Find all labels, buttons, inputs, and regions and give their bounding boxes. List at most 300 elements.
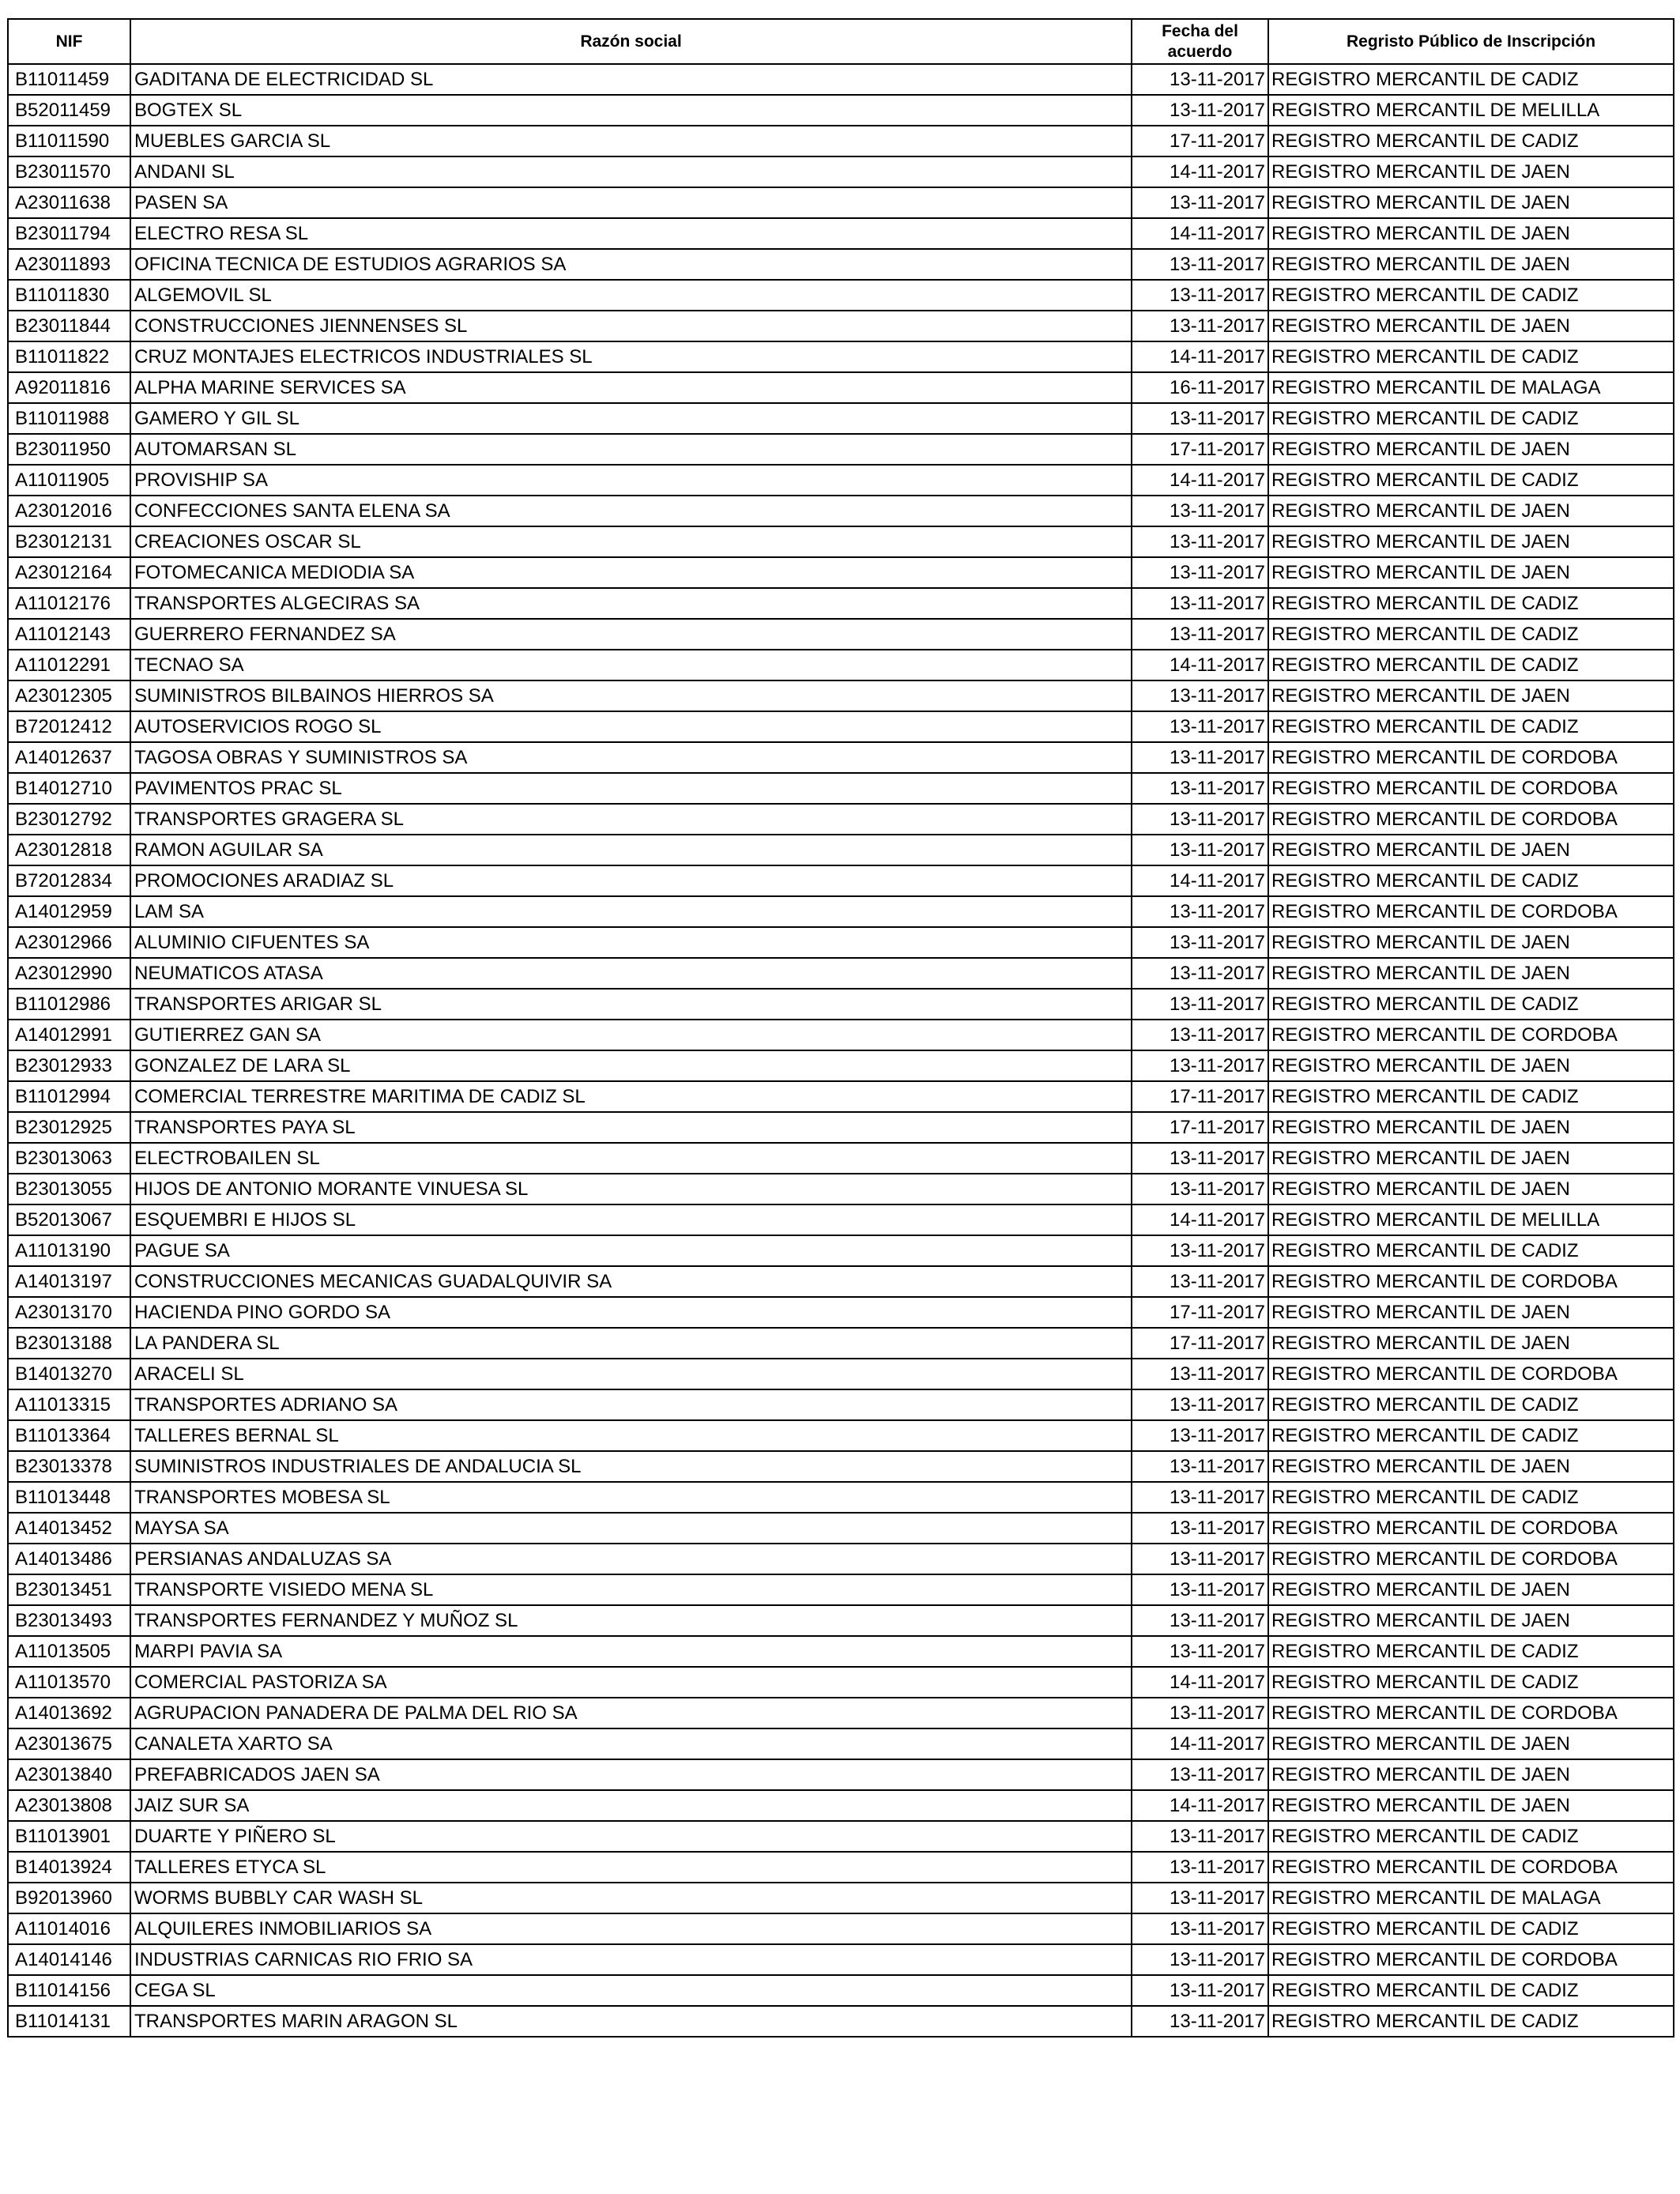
cell-razon-social: CONSTRUCCIONES MECANICAS GUADALQUIVIR SA: [130, 1266, 1132, 1297]
cell-registro: REGISTRO MERCANTIL DE CADIZ: [1268, 1821, 1674, 1852]
table-row: [8, 465, 1674, 496]
cell-registro: REGISTRO MERCANTIL DE JAEN: [1268, 680, 1674, 711]
cell-nif: A11014016: [8, 1913, 130, 1944]
cell-razon-social: ALQUILERES INMOBILIARIOS SA: [130, 1913, 1132, 1944]
cell-registro: REGISTRO MERCANTIL DE CADIZ: [1268, 1420, 1674, 1451]
cell-nif: B11012994: [8, 1081, 130, 1112]
cell-registro: REGISTRO MERCANTIL DE CADIZ: [1268, 403, 1674, 434]
cell-razon-social: TRANSPORTE VISIEDO MENA SL: [130, 1574, 1132, 1605]
table-row: [8, 742, 1674, 773]
cell-razon-social: CONSTRUCCIONES JIENNENSES SL: [130, 311, 1132, 341]
cell-razon-social: CEGA SL: [130, 1975, 1132, 2006]
cell-registro: REGISTRO MERCANTIL DE CORDOBA: [1268, 1359, 1674, 1389]
cell-razon-social: TRANSPORTES ARIGAR SL: [130, 989, 1132, 1020]
cell-fecha-acuerdo: 13-11-2017: [1132, 1050, 1268, 1081]
cell-fecha-acuerdo: 13-11-2017: [1132, 896, 1268, 927]
cell-razon-social: FOTOMECANICA MEDIODIA SA: [130, 557, 1132, 588]
cell-razon-social: SUMINISTROS BILBAINOS HIERROS SA: [130, 680, 1132, 711]
cell-razon-social: ESQUEMBRI E HIJOS SL: [130, 1204, 1132, 1235]
header-fecha-line2: acuerdo: [1167, 42, 1233, 61]
cell-registro: REGISTRO MERCANTIL DE MELILLA: [1268, 1204, 1674, 1235]
table-row: [8, 711, 1674, 742]
cell-fecha-acuerdo: 13-11-2017: [1132, 1605, 1268, 1636]
cell-razon-social: TAGOSA OBRAS Y SUMINISTROS SA: [130, 742, 1132, 773]
cell-fecha-acuerdo: 13-11-2017: [1132, 1235, 1268, 1266]
cell-fecha-acuerdo: 13-11-2017: [1132, 958, 1268, 989]
cell-registro: REGISTRO MERCANTIL DE JAEN: [1268, 1728, 1674, 1759]
cell-nif: A11012291: [8, 650, 130, 680]
table-row: [8, 1728, 1674, 1759]
cell-fecha-acuerdo: 13-11-2017: [1132, 1759, 1268, 1790]
cell-razon-social: COMERCIAL TERRESTRE MARITIMA DE CADIZ SL: [130, 1081, 1132, 1112]
cell-nif: B23012925: [8, 1112, 130, 1143]
table-header: [8, 19, 1674, 64]
cell-registro: REGISTRO MERCANTIL DE CADIZ: [1268, 341, 1674, 372]
cell-nif: B23013055: [8, 1174, 130, 1204]
cell-fecha-acuerdo: 13-11-2017: [1132, 1359, 1268, 1389]
cell-fecha-acuerdo: 13-11-2017: [1132, 927, 1268, 958]
table-row: [8, 1112, 1674, 1143]
cell-nif: B23013188: [8, 1328, 130, 1359]
table-row: [8, 1790, 1674, 1821]
cell-registro: REGISTRO MERCANTIL DE CORDOBA: [1268, 1266, 1674, 1297]
table-row: [8, 311, 1674, 341]
cell-razon-social: HIJOS DE ANTONIO MORANTE VINUESA SL: [130, 1174, 1132, 1204]
table-row: [8, 156, 1674, 187]
cell-registro: REGISTRO MERCANTIL DE JAEN: [1268, 1574, 1674, 1605]
table-row: [8, 1636, 1674, 1667]
cell-nif: B23012933: [8, 1050, 130, 1081]
cell-nif: A23013840: [8, 1759, 130, 1790]
table-row: [8, 1667, 1674, 1698]
cell-registro: REGISTRO MERCANTIL DE JAEN: [1268, 496, 1674, 526]
cell-razon-social: GADITANA DE ELECTRICIDAD SL: [130, 64, 1132, 95]
table-row: [8, 619, 1674, 650]
table-row: [8, 64, 1674, 95]
cell-razon-social: GUERRERO FERNANDEZ SA: [130, 619, 1132, 650]
cell-nif: A14013692: [8, 1698, 130, 1728]
table-row: [8, 280, 1674, 311]
cell-razon-social: PAVIMENTOS PRAC SL: [130, 773, 1132, 804]
cell-registro: REGISTRO MERCANTIL DE CADIZ: [1268, 126, 1674, 156]
table-body: [8, 64, 1674, 2037]
cell-nif: B52011459: [8, 95, 130, 126]
table-row: [8, 835, 1674, 865]
cell-razon-social: CONFECCIONES SANTA ELENA SA: [130, 496, 1132, 526]
cell-fecha-acuerdo: 14-11-2017: [1132, 465, 1268, 496]
cell-razon-social: PROVISHIP SA: [130, 465, 1132, 496]
table-row: [8, 1451, 1674, 1482]
table-row: [8, 927, 1674, 958]
header-fecha-line1: Fecha del: [1162, 21, 1238, 40]
cell-registro: REGISTRO MERCANTIL DE JAEN: [1268, 1605, 1674, 1636]
cell-fecha-acuerdo: 13-11-2017: [1132, 804, 1268, 835]
cell-nif: B23013063: [8, 1143, 130, 1174]
cell-registro: REGISTRO MERCANTIL DE JAEN: [1268, 1174, 1674, 1204]
cell-nif: A23012016: [8, 496, 130, 526]
cell-razon-social: MUEBLES GARCIA SL: [130, 126, 1132, 156]
cell-razon-social: PERSIANAS ANDALUZAS SA: [130, 1544, 1132, 1574]
table-row: [8, 1944, 1674, 1975]
table-row: [8, 1913, 1674, 1944]
cell-fecha-acuerdo: 16-11-2017: [1132, 372, 1268, 403]
cell-fecha-acuerdo: 13-11-2017: [1132, 1482, 1268, 1513]
cell-fecha-acuerdo: 13-11-2017: [1132, 742, 1268, 773]
table-row: [8, 1605, 1674, 1636]
cell-nif: B11012986: [8, 989, 130, 1020]
cell-nif: B11011822: [8, 341, 130, 372]
header-row: [8, 19, 1674, 64]
cell-fecha-acuerdo: 13-11-2017: [1132, 403, 1268, 434]
cell-nif: B23011844: [8, 311, 130, 341]
cell-fecha-acuerdo: 17-11-2017: [1132, 1297, 1268, 1328]
cell-fecha-acuerdo: 14-11-2017: [1132, 1204, 1268, 1235]
cell-razon-social: GAMERO Y GIL SL: [130, 403, 1132, 434]
cell-razon-social: AUTOMARSAN SL: [130, 434, 1132, 465]
cell-fecha-acuerdo: 14-11-2017: [1132, 650, 1268, 680]
cell-razon-social: ELECTRO RESA SL: [130, 218, 1132, 249]
cell-registro: REGISTRO MERCANTIL DE CADIZ: [1268, 465, 1674, 496]
table-row: [8, 341, 1674, 372]
cell-nif: B14012710: [8, 773, 130, 804]
table-row: [8, 1698, 1674, 1728]
cell-nif: A11013190: [8, 1235, 130, 1266]
cell-razon-social: WORMS BUBBLY CAR WASH SL: [130, 1883, 1132, 1913]
cell-nif: B92013960: [8, 1883, 130, 1913]
cell-razon-social: COMERCIAL PASTORIZA SA: [130, 1667, 1132, 1698]
cell-razon-social: TRANSPORTES MOBESA SL: [130, 1482, 1132, 1513]
cell-registro: REGISTRO MERCANTIL DE CORDOBA: [1268, 773, 1674, 804]
table-row: [8, 1389, 1674, 1420]
cell-razon-social: AGRUPACION PANADERA DE PALMA DEL RIO SA: [130, 1698, 1132, 1728]
cell-fecha-acuerdo: 13-11-2017: [1132, 1020, 1268, 1050]
cell-razon-social: ELECTROBAILEN SL: [130, 1143, 1132, 1174]
cell-nif: A23012818: [8, 835, 130, 865]
table-row: [8, 1544, 1674, 1574]
cell-nif: A14012991: [8, 1020, 130, 1050]
cell-nif: A92011816: [8, 372, 130, 403]
cell-nif: A14012637: [8, 742, 130, 773]
header-razon-social: Razón social: [130, 19, 1132, 64]
cell-fecha-acuerdo: 13-11-2017: [1132, 1944, 1268, 1975]
cell-nif: B14013270: [8, 1359, 130, 1389]
cell-fecha-acuerdo: 13-11-2017: [1132, 280, 1268, 311]
cell-fecha-acuerdo: 13-11-2017: [1132, 1513, 1268, 1544]
table-row: [8, 1883, 1674, 1913]
table-row: [8, 2006, 1674, 2037]
cell-registro: REGISTRO MERCANTIL DE CADIZ: [1268, 1667, 1674, 1698]
cell-nif: A11011905: [8, 465, 130, 496]
cell-nif: B11011459: [8, 64, 130, 95]
cell-razon-social: AUTOSERVICIOS ROGO SL: [130, 711, 1132, 742]
cell-registro: REGISTRO MERCANTIL DE CADIZ: [1268, 1636, 1674, 1667]
cell-nif: B11014131: [8, 2006, 130, 2037]
cell-fecha-acuerdo: 14-11-2017: [1132, 1667, 1268, 1698]
cell-registro: REGISTRO MERCANTIL DE JAEN: [1268, 1143, 1674, 1174]
cell-nif: B23013451: [8, 1574, 130, 1605]
cell-razon-social: CREACIONES OSCAR SL: [130, 526, 1132, 557]
table-row: [8, 526, 1674, 557]
cell-registro: REGISTRO MERCANTIL DE CORDOBA: [1268, 804, 1674, 835]
cell-registro: REGISTRO MERCANTIL DE CADIZ: [1268, 711, 1674, 742]
table-row: [8, 187, 1674, 218]
cell-razon-social: PAGUE SA: [130, 1235, 1132, 1266]
cell-fecha-acuerdo: 13-11-2017: [1132, 526, 1268, 557]
table-row: [8, 1513, 1674, 1544]
table-row: [8, 218, 1674, 249]
cell-nif: A23012990: [8, 958, 130, 989]
cell-fecha-acuerdo: 13-11-2017: [1132, 1698, 1268, 1728]
cell-razon-social: ALGEMOVIL SL: [130, 280, 1132, 311]
cell-registro: REGISTRO MERCANTIL DE CADIZ: [1268, 650, 1674, 680]
cell-razon-social: TRANSPORTES GRAGERA SL: [130, 804, 1132, 835]
cell-registro: REGISTRO MERCANTIL DE CADIZ: [1268, 619, 1674, 650]
cell-registro: REGISTRO MERCANTIL DE CORDOBA: [1268, 1020, 1674, 1050]
cell-nif: A23012164: [8, 557, 130, 588]
table-row: [8, 650, 1674, 680]
cell-registro: REGISTRO MERCANTIL DE JAEN: [1268, 958, 1674, 989]
cell-nif: B11013448: [8, 1482, 130, 1513]
cell-registro: REGISTRO MERCANTIL DE JAEN: [1268, 1112, 1674, 1143]
cell-fecha-acuerdo: 17-11-2017: [1132, 434, 1268, 465]
cell-razon-social: TALLERES ETYCA SL: [130, 1852, 1132, 1883]
table-row: [8, 1328, 1674, 1359]
cell-nif: A23013675: [8, 1728, 130, 1759]
cell-nif: B11013901: [8, 1821, 130, 1852]
cell-razon-social: ALPHA MARINE SERVICES SA: [130, 372, 1132, 403]
table-row: [8, 680, 1674, 711]
table-row: [8, 1821, 1674, 1852]
cell-nif: A23012305: [8, 680, 130, 711]
cell-nif: A14013197: [8, 1266, 130, 1297]
cell-registro: REGISTRO MERCANTIL DE CADIZ: [1268, 280, 1674, 311]
cell-nif: B11013364: [8, 1420, 130, 1451]
cell-fecha-acuerdo: 13-11-2017: [1132, 1266, 1268, 1297]
cell-fecha-acuerdo: 13-11-2017: [1132, 1389, 1268, 1420]
cell-registro: REGISTRO MERCANTIL DE JAEN: [1268, 187, 1674, 218]
cell-razon-social: LA PANDERA SL: [130, 1328, 1132, 1359]
cell-registro: REGISTRO MERCANTIL DE MELILLA: [1268, 95, 1674, 126]
cell-nif: B23013378: [8, 1451, 130, 1482]
cell-razon-social: PROMOCIONES ARADIAZ SL: [130, 865, 1132, 896]
cell-registro: REGISTRO MERCANTIL DE CORDOBA: [1268, 1698, 1674, 1728]
cell-registro: REGISTRO MERCANTIL DE JAEN: [1268, 1759, 1674, 1790]
cell-fecha-acuerdo: 13-11-2017: [1132, 1883, 1268, 1913]
cell-nif: A23012966: [8, 927, 130, 958]
table-row: [8, 403, 1674, 434]
cell-registro: REGISTRO MERCANTIL DE CADIZ: [1268, 64, 1674, 95]
cell-razon-social: ANDANI SL: [130, 156, 1132, 187]
cell-registro: REGISTRO MERCANTIL DE CORDOBA: [1268, 742, 1674, 773]
header-nif: NIF: [8, 19, 130, 64]
cell-nif: B11011590: [8, 126, 130, 156]
table-row: [8, 1020, 1674, 1050]
cell-registro: REGISTRO MERCANTIL DE CORDOBA: [1268, 1544, 1674, 1574]
cell-razon-social: PREFABRICADOS JAEN SA: [130, 1759, 1132, 1790]
cell-fecha-acuerdo: 13-11-2017: [1132, 1143, 1268, 1174]
cell-nif: B23012792: [8, 804, 130, 835]
cell-nif: B11011988: [8, 403, 130, 434]
cell-razon-social: TALLERES BERNAL SL: [130, 1420, 1132, 1451]
cell-registro: REGISTRO MERCANTIL DE JAEN: [1268, 927, 1674, 958]
table-row: [8, 1482, 1674, 1513]
cell-razon-social: HACIENDA PINO GORDO SA: [130, 1297, 1132, 1328]
cell-registro: REGISTRO MERCANTIL DE CADIZ: [1268, 1913, 1674, 1944]
cell-registro: REGISTRO MERCANTIL DE JAEN: [1268, 311, 1674, 341]
cell-fecha-acuerdo: 14-11-2017: [1132, 1790, 1268, 1821]
cell-registro: REGISTRO MERCANTIL DE JAEN: [1268, 249, 1674, 280]
table-row: [8, 249, 1674, 280]
cell-fecha-acuerdo: 17-11-2017: [1132, 126, 1268, 156]
cell-registro: REGISTRO MERCANTIL DE JAEN: [1268, 156, 1674, 187]
cell-fecha-acuerdo: 13-11-2017: [1132, 680, 1268, 711]
cell-fecha-acuerdo: 13-11-2017: [1132, 619, 1268, 650]
cell-razon-social: GONZALEZ DE LARA SL: [130, 1050, 1132, 1081]
cell-registro: REGISTRO MERCANTIL DE CADIZ: [1268, 865, 1674, 896]
cell-fecha-acuerdo: 13-11-2017: [1132, 1174, 1268, 1204]
cell-nif: A11013315: [8, 1389, 130, 1420]
table-row: [8, 1143, 1674, 1174]
cell-razon-social: CRUZ MONTAJES ELECTRICOS INDUSTRIALES SL: [130, 341, 1132, 372]
table-row: [8, 372, 1674, 403]
table-row: [8, 434, 1674, 465]
cell-registro: REGISTRO MERCANTIL DE CADIZ: [1268, 1975, 1674, 2006]
cell-nif: A14013486: [8, 1544, 130, 1574]
cell-razon-social: CANALETA XARTO SA: [130, 1728, 1132, 1759]
cell-fecha-acuerdo: 14-11-2017: [1132, 341, 1268, 372]
table-row: [8, 1204, 1674, 1235]
cell-nif: B11014156: [8, 1975, 130, 2006]
cell-registro: REGISTRO MERCANTIL DE JAEN: [1268, 434, 1674, 465]
cell-registro: REGISTRO MERCANTIL DE JAEN: [1268, 557, 1674, 588]
cell-fecha-acuerdo: 13-11-2017: [1132, 64, 1268, 95]
table-row: [8, 1420, 1674, 1451]
cell-razon-social: LAM SA: [130, 896, 1132, 927]
table-row: [8, 773, 1674, 804]
table-row: [8, 496, 1674, 526]
cell-nif: A14013452: [8, 1513, 130, 1544]
cell-registro: REGISTRO MERCANTIL DE CORDOBA: [1268, 1944, 1674, 1975]
cell-razon-social: NEUMATICOS ATASA: [130, 958, 1132, 989]
table-row: [8, 1174, 1674, 1204]
cell-fecha-acuerdo: 14-11-2017: [1132, 218, 1268, 249]
cell-registro: REGISTRO MERCANTIL DE CADIZ: [1268, 1235, 1674, 1266]
cell-fecha-acuerdo: 17-11-2017: [1132, 1328, 1268, 1359]
table-row: [8, 1852, 1674, 1883]
cell-fecha-acuerdo: 14-11-2017: [1132, 156, 1268, 187]
cell-nif: B23013493: [8, 1605, 130, 1636]
table-row: [8, 1359, 1674, 1389]
cell-razon-social: TRANSPORTES ADRIANO SA: [130, 1389, 1132, 1420]
cell-nif: B52013067: [8, 1204, 130, 1235]
cell-razon-social: DUARTE Y PIÑERO SL: [130, 1821, 1132, 1852]
cell-registro: REGISTRO MERCANTIL DE JAEN: [1268, 835, 1674, 865]
table-row: [8, 1975, 1674, 2006]
cell-fecha-acuerdo: 13-11-2017: [1132, 773, 1268, 804]
cell-razon-social: TRANSPORTES ALGECIRAS SA: [130, 588, 1132, 619]
cell-razon-social: TRANSPORTES MARIN ARAGON SL: [130, 2006, 1132, 2037]
cell-razon-social: MAYSA SA: [130, 1513, 1132, 1544]
table-row: [8, 989, 1674, 1020]
cell-fecha-acuerdo: 13-11-2017: [1132, 835, 1268, 865]
cell-registro: REGISTRO MERCANTIL DE JAEN: [1268, 1328, 1674, 1359]
cell-fecha-acuerdo: 13-11-2017: [1132, 588, 1268, 619]
cell-registro: REGISTRO MERCANTIL DE MALAGA: [1268, 1883, 1674, 1913]
cell-fecha-acuerdo: 13-11-2017: [1132, 1913, 1268, 1944]
cell-razon-social: RAMON AGUILAR SA: [130, 835, 1132, 865]
table-row: [8, 557, 1674, 588]
cell-registro: REGISTRO MERCANTIL DE CADIZ: [1268, 588, 1674, 619]
cell-fecha-acuerdo: 13-11-2017: [1132, 1852, 1268, 1883]
cell-fecha-acuerdo: 13-11-2017: [1132, 557, 1268, 588]
cell-razon-social: ARACELI SL: [130, 1359, 1132, 1389]
cell-fecha-acuerdo: 13-11-2017: [1132, 711, 1268, 742]
cell-registro: REGISTRO MERCANTIL DE JAEN: [1268, 1050, 1674, 1081]
cell-registro: REGISTRO MERCANTIL DE CADIZ: [1268, 1081, 1674, 1112]
table-row: [8, 1759, 1674, 1790]
cell-fecha-acuerdo: 14-11-2017: [1132, 1728, 1268, 1759]
cell-nif: B23011570: [8, 156, 130, 187]
cell-nif: B11011830: [8, 280, 130, 311]
cell-fecha-acuerdo: 13-11-2017: [1132, 496, 1268, 526]
cell-fecha-acuerdo: 13-11-2017: [1132, 1451, 1268, 1482]
cell-fecha-acuerdo: 17-11-2017: [1132, 1112, 1268, 1143]
cell-nif: B72012834: [8, 865, 130, 896]
cell-registro: REGISTRO MERCANTIL DE CORDOBA: [1268, 1852, 1674, 1883]
cell-razon-social: TRANSPORTES PAYA SL: [130, 1112, 1132, 1143]
cell-fecha-acuerdo: 13-11-2017: [1132, 1574, 1268, 1605]
cell-fecha-acuerdo: 13-11-2017: [1132, 1544, 1268, 1574]
table-row: [8, 588, 1674, 619]
cell-nif: A23011893: [8, 249, 130, 280]
cell-razon-social: TECNAO SA: [130, 650, 1132, 680]
header-fecha-acuerdo: [1132, 19, 1268, 64]
cell-registro: REGISTRO MERCANTIL DE JAEN: [1268, 1297, 1674, 1328]
cell-fecha-acuerdo: 13-11-2017: [1132, 2006, 1268, 2037]
cell-fecha-acuerdo: 13-11-2017: [1132, 249, 1268, 280]
table-row: [8, 896, 1674, 927]
cell-registro: REGISTRO MERCANTIL DE CORDOBA: [1268, 896, 1674, 927]
cell-nif: A11013505: [8, 1636, 130, 1667]
cell-fecha-acuerdo: 13-11-2017: [1132, 1821, 1268, 1852]
table-row: [8, 1574, 1674, 1605]
table-row: [8, 1081, 1674, 1112]
cell-razon-social: BOGTEX SL: [130, 95, 1132, 126]
cell-nif: B23011794: [8, 218, 130, 249]
cell-fecha-acuerdo: 13-11-2017: [1132, 311, 1268, 341]
registry-table: [7, 18, 1674, 2038]
table-row: [8, 1050, 1674, 1081]
cell-registro: REGISTRO MERCANTIL DE CADIZ: [1268, 2006, 1674, 2037]
table-row: [8, 804, 1674, 835]
table-row: [8, 1297, 1674, 1328]
cell-razon-social: PASEN SA: [130, 187, 1132, 218]
cell-nif: B23011950: [8, 434, 130, 465]
cell-razon-social: JAIZ SUR SA: [130, 1790, 1132, 1821]
cell-nif: A14014146: [8, 1944, 130, 1975]
cell-fecha-acuerdo: 13-11-2017: [1132, 989, 1268, 1020]
cell-nif: A11012143: [8, 619, 130, 650]
cell-registro: REGISTRO MERCANTIL DE CADIZ: [1268, 989, 1674, 1020]
cell-registro: REGISTRO MERCANTIL DE JAEN: [1268, 1790, 1674, 1821]
cell-razon-social: OFICINA TECNICA DE ESTUDIOS AGRARIOS SA: [130, 249, 1132, 280]
cell-fecha-acuerdo: 13-11-2017: [1132, 95, 1268, 126]
cell-razon-social: MARPI PAVIA SA: [130, 1636, 1132, 1667]
cell-nif: B14013924: [8, 1852, 130, 1883]
cell-razon-social: SUMINISTROS INDUSTRIALES DE ANDALUCIA SL: [130, 1451, 1132, 1482]
cell-registro: REGISTRO MERCANTIL DE CORDOBA: [1268, 1513, 1674, 1544]
cell-fecha-acuerdo: 13-11-2017: [1132, 1975, 1268, 2006]
